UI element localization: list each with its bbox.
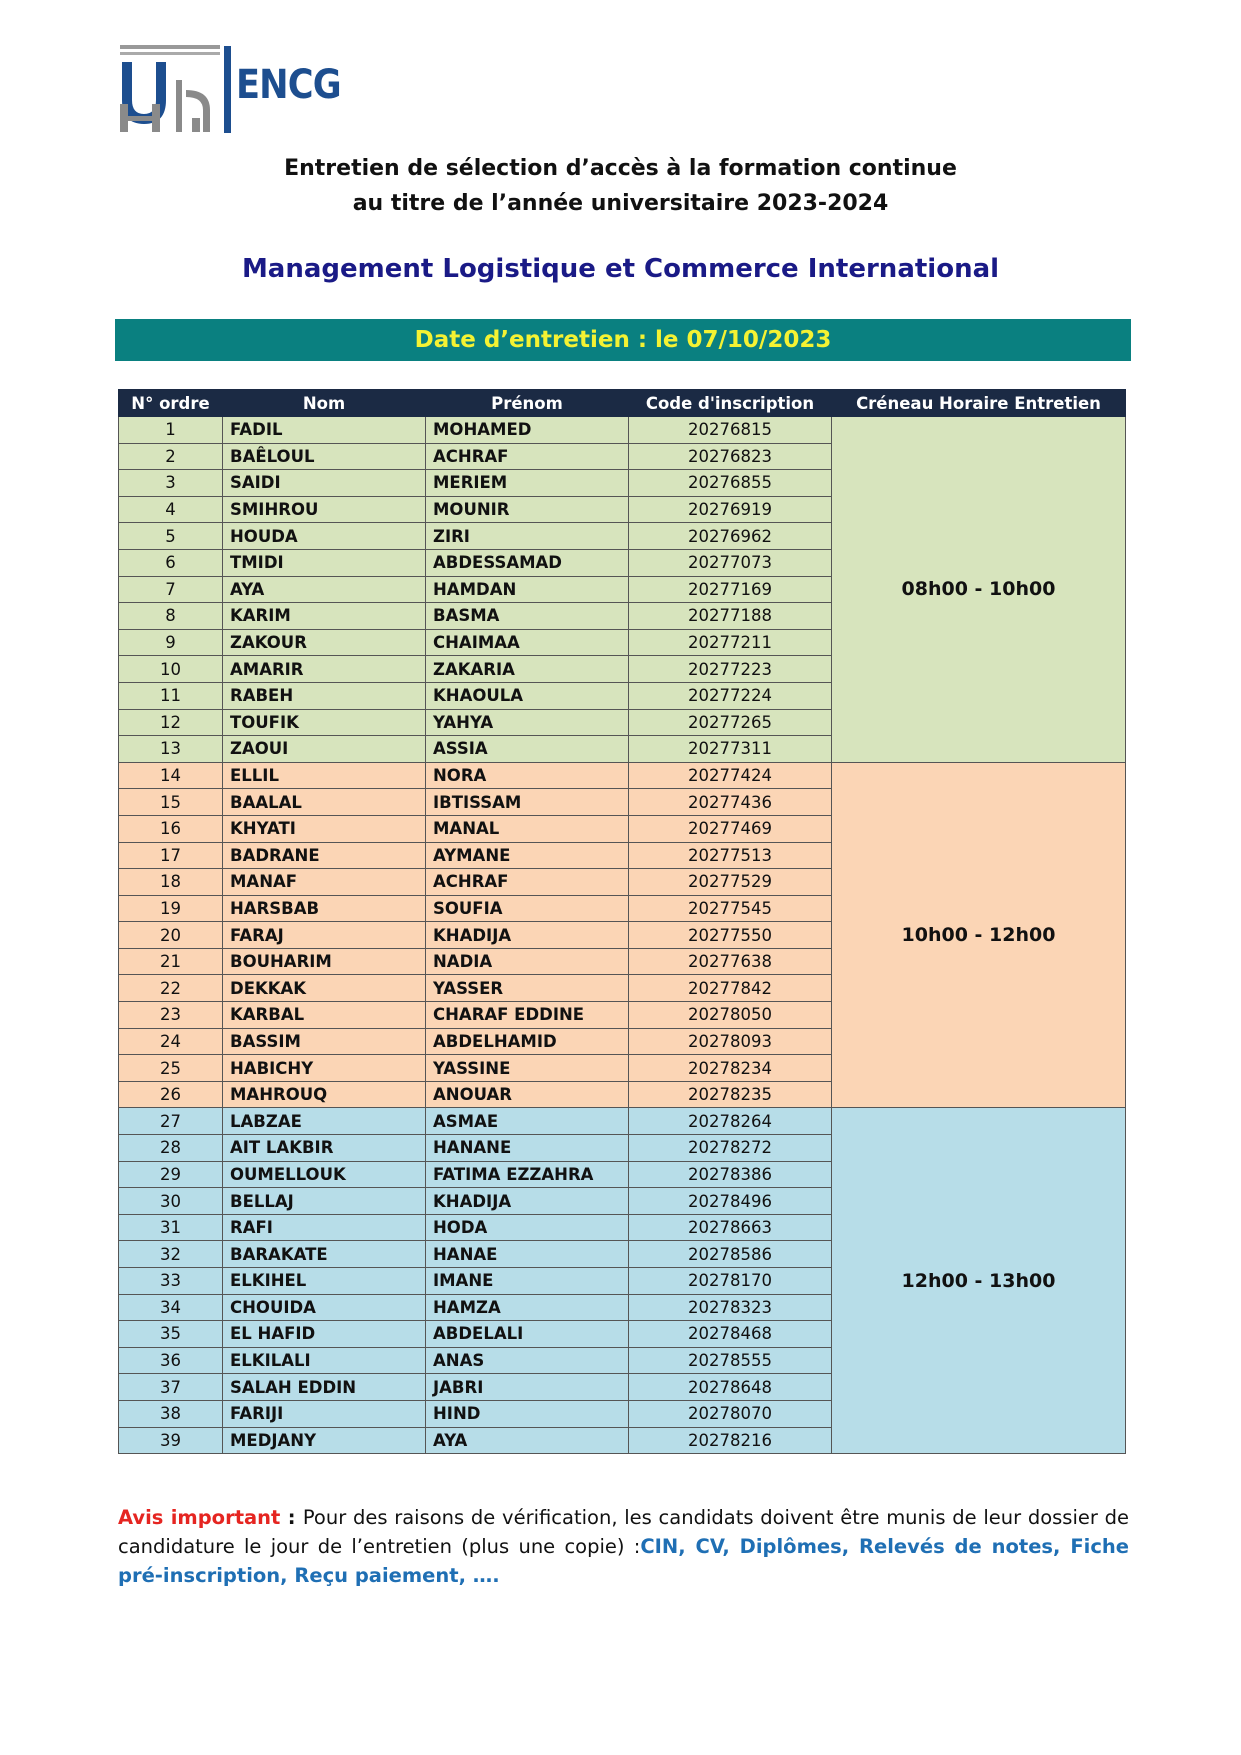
code-cell: 20276855 <box>629 470 832 497</box>
code-cell: 20277529 <box>629 869 832 896</box>
order-cell: 1 <box>119 417 223 444</box>
order-cell: 21 <box>119 948 223 975</box>
table-row <box>119 417 1126 444</box>
prenom-cell: MANAL <box>426 815 629 842</box>
order-cell: 35 <box>119 1321 223 1348</box>
prenom-cell: HODA <box>426 1214 629 1241</box>
logo-text: ENCG <box>236 62 341 108</box>
time-slot-cell: 08h00 - 10h00 <box>832 417 1126 763</box>
code-cell: 20277311 <box>629 736 832 763</box>
nom-cell: TOUFIK <box>223 709 426 736</box>
code-cell: 20277469 <box>629 815 832 842</box>
code-cell: 20278050 <box>629 1002 832 1029</box>
prenom-cell: YASSER <box>426 975 629 1002</box>
nom-cell: BARAKATE <box>223 1241 426 1268</box>
code-cell: 20278170 <box>629 1268 832 1295</box>
nom-cell: FARIJI <box>223 1400 426 1427</box>
notice-label: Avis important <box>118 1506 281 1529</box>
nom-cell: KARIM <box>223 603 426 630</box>
university-logo <box>118 40 358 135</box>
code-cell: 20276823 <box>629 443 832 470</box>
column-header-prenom: Prénom <box>426 390 629 417</box>
column-header-order: N° ordre <box>119 390 223 417</box>
prenom-cell: IMANE <box>426 1268 629 1295</box>
nom-cell: SAIDI <box>223 470 426 497</box>
prenom-cell: BASMA <box>426 603 629 630</box>
order-cell: 4 <box>119 496 223 523</box>
program-name: Management Logistique et Commerce International <box>241 254 1000 284</box>
code-cell: 20277513 <box>629 842 832 869</box>
code-cell: 20277424 <box>629 762 832 789</box>
prenom-cell: FATIMA EZZAHRA <box>426 1161 629 1188</box>
prenom-cell: NADIA <box>426 948 629 975</box>
order-cell: 2 <box>119 443 223 470</box>
order-cell: 27 <box>119 1108 223 1135</box>
nom-cell: BASSIM <box>223 1028 426 1055</box>
notice-separator: : <box>280 1506 303 1529</box>
order-cell: 31 <box>119 1214 223 1241</box>
prenom-cell: ABDESSAMAD <box>426 549 629 576</box>
nom-cell: ELLIL <box>223 762 426 789</box>
order-cell: 19 <box>119 895 223 922</box>
prenom-cell: KHADIJA <box>426 922 629 949</box>
code-cell: 20278234 <box>629 1055 832 1082</box>
nom-cell: KARBAL <box>223 1002 426 1029</box>
nom-cell: HARSBAB <box>223 895 426 922</box>
prenom-cell: HANANE <box>426 1135 629 1162</box>
nom-cell: ELKILALI <box>223 1347 426 1374</box>
prenom-cell: MOUNIR <box>426 496 629 523</box>
prenom-cell: ACHRAF <box>426 443 629 470</box>
nom-cell: CHOUIDA <box>223 1294 426 1321</box>
order-cell: 17 <box>119 842 223 869</box>
order-cell: 9 <box>119 629 223 656</box>
prenom-cell: IBTISSAM <box>426 789 629 816</box>
order-cell: 30 <box>119 1188 223 1215</box>
order-cell: 12 <box>119 709 223 736</box>
uh2c-emblem-icon <box>118 60 222 134</box>
order-cell: 34 <box>119 1294 223 1321</box>
order-cell: 37 <box>119 1374 223 1401</box>
prenom-cell: HIND <box>426 1400 629 1427</box>
prenom-cell: HAMZA <box>426 1294 629 1321</box>
code-cell: 20277224 <box>629 682 832 709</box>
code-cell: 20277265 <box>629 709 832 736</box>
prenom-cell: ABDELALI <box>426 1321 629 1348</box>
prenom-cell: ASSIA <box>426 736 629 763</box>
order-cell: 7 <box>119 576 223 603</box>
time-slot-cell: 10h00 - 12h00 <box>832 762 1126 1108</box>
prenom-cell: NORA <box>426 762 629 789</box>
order-cell: 16 <box>119 815 223 842</box>
order-cell: 6 <box>119 549 223 576</box>
order-cell: 36 <box>119 1347 223 1374</box>
code-cell: 20278093 <box>629 1028 832 1055</box>
prenom-cell: MERIEM <box>426 470 629 497</box>
table-row <box>119 1108 1126 1135</box>
prenom-cell: SOUFIA <box>426 895 629 922</box>
nom-cell: SALAH EDDIN <box>223 1374 426 1401</box>
order-cell: 29 <box>119 1161 223 1188</box>
code-cell: 20277188 <box>629 603 832 630</box>
nom-cell: MAHROUQ <box>223 1081 426 1108</box>
nom-cell: AIT LAKBIR <box>223 1135 426 1162</box>
code-cell: 20277842 <box>629 975 832 1002</box>
table-row <box>119 762 1126 789</box>
prenom-cell: ASMAE <box>426 1108 629 1135</box>
code-cell: 20277638 <box>629 948 832 975</box>
column-header-slot: Créneau Horaire Entretien <box>832 390 1126 417</box>
prenom-cell: HAMDAN <box>426 576 629 603</box>
order-cell: 11 <box>119 682 223 709</box>
interview-date: Date d’entretien : le 07/10/2023 <box>414 327 832 353</box>
interview-date-banner <box>115 319 1131 361</box>
order-cell: 10 <box>119 656 223 683</box>
nom-cell: ZAKOUR <box>223 629 426 656</box>
order-cell: 38 <box>119 1400 223 1427</box>
code-cell: 20277073 <box>629 549 832 576</box>
code-cell: 20278663 <box>629 1214 832 1241</box>
nom-cell: MANAF <box>223 869 426 896</box>
order-cell: 5 <box>119 523 223 550</box>
code-cell: 20278555 <box>629 1347 832 1374</box>
order-cell: 39 <box>119 1427 223 1454</box>
order-cell: 23 <box>119 1002 223 1029</box>
column-header-nom: Nom <box>223 390 426 417</box>
nom-cell: LABZAE <box>223 1108 426 1135</box>
prenom-cell: KHADIJA <box>426 1188 629 1215</box>
nom-cell: ZAOUI <box>223 736 426 763</box>
order-cell: 3 <box>119 470 223 497</box>
prenom-cell: CHAIMAA <box>426 629 629 656</box>
logo-divider <box>224 46 231 133</box>
document-title-line-2: au titre de l’année universitaire 2023-2024 <box>352 191 889 216</box>
prenom-cell: AYA <box>426 1427 629 1454</box>
prenom-cell: HANAE <box>426 1241 629 1268</box>
prenom-cell: ACHRAF <box>426 869 629 896</box>
order-cell: 22 <box>119 975 223 1002</box>
order-cell: 25 <box>119 1055 223 1082</box>
prenom-cell: KHAOULA <box>426 682 629 709</box>
prenom-cell: ANOUAR <box>426 1081 629 1108</box>
code-cell: 20277545 <box>629 895 832 922</box>
prenom-cell: ZAKARIA <box>426 656 629 683</box>
nom-cell: EL HAFID <box>223 1321 426 1348</box>
code-cell: 20278468 <box>629 1321 832 1348</box>
nom-cell: BOUHARIM <box>223 948 426 975</box>
prenom-cell: YAHYA <box>426 709 629 736</box>
nom-cell: DEKKAK <box>223 975 426 1002</box>
notice-text: Pour des raisons de vérification, les candidats doivent être munis de leur dossier de candidature le jour de l’entretien (plus une copie) : <box>118 1506 1129 1558</box>
code-cell: 20277550 <box>629 922 832 949</box>
prenom-cell: CHARAF EDDINE <box>426 1002 629 1029</box>
time-slot-cell: 12h00 - 13h00 <box>832 1108 1126 1454</box>
code-cell: 20278648 <box>629 1374 832 1401</box>
code-cell: 20277211 <box>629 629 832 656</box>
code-cell: 20278323 <box>629 1294 832 1321</box>
prenom-cell: JABRI <box>426 1374 629 1401</box>
important-notice <box>118 1503 1129 1590</box>
column-header-code: Code d'inscription <box>629 390 832 417</box>
prenom-cell: YASSINE <box>426 1055 629 1082</box>
code-cell: 20276962 <box>629 523 832 550</box>
nom-cell: MEDJANY <box>223 1427 426 1454</box>
code-cell: 20278386 <box>629 1161 832 1188</box>
prenom-cell: AYMANE <box>426 842 629 869</box>
code-cell: 20278216 <box>629 1427 832 1454</box>
code-cell: 20278070 <box>629 1400 832 1427</box>
nom-cell: TMIDI <box>223 549 426 576</box>
interview-schedule-table <box>118 389 1126 1454</box>
nom-cell: BELLAJ <box>223 1188 426 1215</box>
code-cell: 20278586 <box>629 1241 832 1268</box>
code-cell: 20277223 <box>629 656 832 683</box>
code-cell: 20278264 <box>629 1108 832 1135</box>
code-cell: 20277436 <box>629 789 832 816</box>
nom-cell: RAFI <box>223 1214 426 1241</box>
prenom-cell: ABDELHAMID <box>426 1028 629 1055</box>
nom-cell: AMARIR <box>223 656 426 683</box>
code-cell: 20278235 <box>629 1081 832 1108</box>
order-cell: 24 <box>119 1028 223 1055</box>
table-header-row <box>119 390 1126 417</box>
notice-documents: CIN, CV, Diplômes, Relevés de notes, Fiche pré-inscription, Reçu paiement, …. <box>118 1535 1129 1587</box>
code-cell: 20278496 <box>629 1188 832 1215</box>
code-cell: 20278272 <box>629 1135 832 1162</box>
nom-cell: BAÊLOUL <box>223 443 426 470</box>
prenom-cell: MOHAMED <box>426 417 629 444</box>
code-cell: 20277169 <box>629 576 832 603</box>
logo-caption-graphic <box>120 44 220 58</box>
nom-cell: OUMELLOUK <box>223 1161 426 1188</box>
code-cell: 20276919 <box>629 496 832 523</box>
nom-cell: FADIL <box>223 417 426 444</box>
order-cell: 32 <box>119 1241 223 1268</box>
nom-cell: KHYATI <box>223 815 426 842</box>
order-cell: 26 <box>119 1081 223 1108</box>
order-cell: 15 <box>119 789 223 816</box>
code-cell: 20276815 <box>629 417 832 444</box>
nom-cell: FARAJ <box>223 922 426 949</box>
prenom-cell: ZIRI <box>426 523 629 550</box>
prenom-cell: ANAS <box>426 1347 629 1374</box>
nom-cell: ELKIHEL <box>223 1268 426 1295</box>
nom-cell: AYA <box>223 576 426 603</box>
order-cell: 14 <box>119 762 223 789</box>
nom-cell: BAALAL <box>223 789 426 816</box>
order-cell: 33 <box>119 1268 223 1295</box>
document-title-line-1: Entretien de sélection d’accès à la formation continue <box>284 156 957 181</box>
nom-cell: SMIHROU <box>223 496 426 523</box>
nom-cell: RABEH <box>223 682 426 709</box>
nom-cell: BADRANE <box>223 842 426 869</box>
order-cell: 28 <box>119 1135 223 1162</box>
order-cell: 18 <box>119 869 223 896</box>
nom-cell: HOUDA <box>223 523 426 550</box>
table-body <box>119 417 1126 1454</box>
order-cell: 8 <box>119 603 223 630</box>
order-cell: 13 <box>119 736 223 763</box>
order-cell: 20 <box>119 922 223 949</box>
nom-cell: HABICHY <box>223 1055 426 1082</box>
